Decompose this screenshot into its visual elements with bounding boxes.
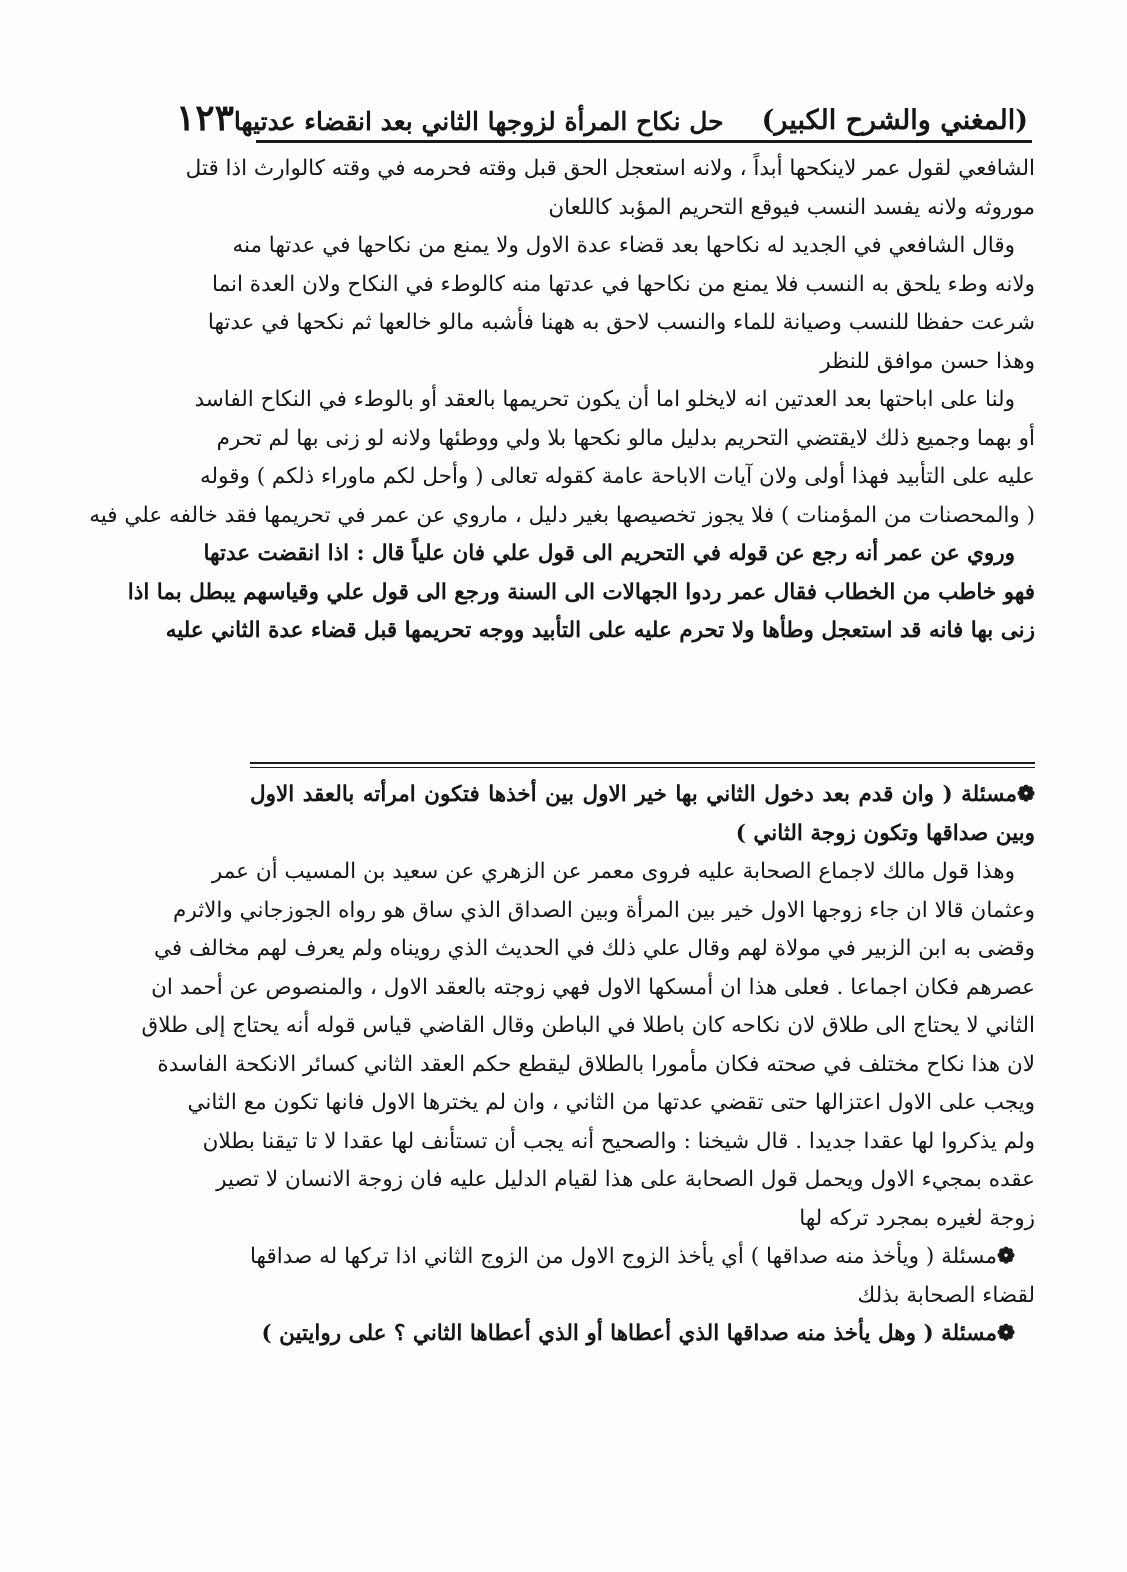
commentary-continuation (89, 150, 1035, 651)
line-text: ولانه وطء يلحق به النسب فلا يمنع من نكاحها في عدتها منه كالوطء في النكاح ولان العدة انما (212, 271, 1035, 297)
line-text: عقده بمجيء الاول ويحمل قول الصحابة على هذا لقيام الدليل عليه فان زوجة الانسان لا تصير (216, 1167, 1035, 1192)
line-text: ولنا على اباحتها بعد العدتين انه لايخلو اما أن يكون تحريمها بالعقد أو بالوطء في النكاح الفاسد (194, 387, 1015, 412)
text-line (207, 304, 1035, 343)
text-line (250, 189, 1035, 228)
line-text: مسئلة ( وهل يأخذ منه صداقها الذي أعطاها أو الذي أعطاها الثاني ؟ على روايتين ) (261, 1321, 997, 1346)
text-line (211, 853, 1035, 892)
line-text: الثاني لا يحتاج الى طلاق لان نكاحه كان باطلا في الباطن وقال القاضي قياس قوله أنه يحتاج إلى طلاق (141, 1013, 1035, 1038)
text-line (250, 343, 1035, 382)
text-line (154, 930, 1035, 969)
line-text: فهو خاطب من الخطاب فقال عمر ردوا الجهالات الى السنة ورجع الى قول علي وقياسهم يبطل بما اذا (127, 579, 1035, 605)
book-title: (المغني والشرح الكبير) (761, 105, 1028, 136)
line-text: زنى بها فانه قد استعجل وطأها ولا تحرم عليه على التأبيد ووجه تحريمها قبل قضاء عدة الثاني عليه (165, 618, 1035, 643)
header-rule (256, 140, 1032, 143)
line-text: وروي عن عمر أنه رجع عن قوله في التحريم الى قول علي فان علياً قال : اذا انقضت عدتها (203, 541, 1015, 566)
flower-ornament-icon: ❁ (996, 1321, 1015, 1346)
text-line (250, 776, 1035, 815)
text-line (151, 969, 1035, 1008)
text-line (141, 1007, 1035, 1046)
line-text: لان هذا نكاح مختلف في صحته فكان مأمورا بالطلاق ليقطع حكم العقد الثاني كسائر الانكحة الفاسدة (157, 1051, 1035, 1077)
chapter-heading: حل نكاح المرأة لزوجها الثاني بعد انقضاء عدتيها (233, 107, 724, 136)
text-line (250, 1277, 1035, 1316)
text-line (216, 420, 1035, 459)
line-text: وهذا قول مالك لاجماع الصحابة عليه فروى معمر عن الزهري عن سعيد بن المسيب أن عمر (211, 859, 1015, 884)
line-text: أو بهما وجميع ذلك لايقتضي التحريم بدليل مالو نكحها بلا ولي ووطئها ولانه لو زنى بها لم تحرم (216, 425, 1035, 451)
line-text: موروثه ولانه يفسد النسب فيوقع التحريم المؤبد كاللعان (548, 194, 1035, 220)
text-line (212, 266, 1035, 305)
text-line (203, 535, 1035, 574)
text-line (89, 497, 1035, 536)
line-text: عصرهم فكان اجماعا . فعلى هذا ان أمسكها الاول فهي زوجته بالعقد الاول ، والمنصوص عن أحمد ان (151, 974, 1035, 1000)
line-text: زوجة لغيره بمجرد تركه لها (799, 1205, 1035, 1231)
text-line (185, 150, 1035, 189)
text-line (202, 1123, 1035, 1162)
line-text: مسئلة ( ويأخذ منه صداقها ) أي يأخذ الزوج الاول من الزوج الثاني اذا تركها له صداقها (250, 1244, 997, 1269)
text-line (250, 1200, 1035, 1239)
text-line (187, 1084, 1035, 1123)
page-number: ١٢٣ (175, 97, 234, 139)
line-text: ( والمحصنات من المؤمنات ) فلا يجوز تخصيصها بغير دليل ، ماروي عن عمر في تحريمها فقد خالفه علي فيه (89, 502, 1035, 528)
text-line (165, 612, 1035, 651)
line-text: الشافعي لقول عمر لاينكحها أبداً ، ولانه استعجل الحق قبل وقته فحرمه في وقته كالوارث اذا قتل (185, 156, 1035, 181)
line-text: ولم يذكروا لها عقدا جديدا . قال شيخنا : والصحيح أنه يجب أن تستأنف لها عقدا لا تا تيقنا بطلان (202, 1128, 1035, 1154)
text-line (173, 892, 1035, 931)
flower-ornament-icon: ❁ (996, 1244, 1015, 1269)
line-text: وعثمان قالا ان جاء زوجها الاول خير بين المرأة وبين الصداق الذي ساق هو رواه الجوزجاني والاثرم (173, 897, 1035, 923)
text-line (194, 381, 1035, 420)
text-line (200, 458, 1035, 497)
masail-section (141, 776, 1035, 1354)
line-text: وهذا حسن موافق للنظر (820, 348, 1035, 374)
section-divider-thin (250, 767, 1035, 768)
running-header (175, 92, 1028, 139)
line-text: وبين صداقها وتكون زوجة الثاني ) (735, 820, 1035, 846)
text-line (157, 1046, 1035, 1085)
text-line (127, 574, 1035, 613)
line-text: ويجب على الاول اعتزالها حتى تقضي عدتها من الثاني ، وان لم يخترها الاول فانها تكون مع الثاني (187, 1090, 1035, 1115)
line-text: لقضاء الصحابة بذلك (857, 1282, 1035, 1308)
line-text: عليه على التأبيد فهذا أولى ولان آيات الاباحة عامة كقوله تعالى ( وأحل لكم ماوراء ذلكم ) وقوله (200, 464, 1035, 489)
line-text: مسئلة ( وان قدم بعد دخول الثاني بها خير الاول بين أخذها فتكون امرأته بالعقد الاول (250, 782, 1017, 807)
flower-ornament-icon: ❁ (1016, 782, 1035, 807)
line-text: شرعت حفظا للنسب وصيانة للماء والنسب لاحق به ههنا فأشبه مالو خالعها ثم نكحها في عدتها (207, 310, 1035, 335)
text-line (232, 227, 1035, 266)
line-text: وقال الشافعي في الجديد له نكاحها بعد قضاء عدة الاول ولا يمنع من نكاحها في عدتها منه (232, 233, 1015, 258)
section-divider (250, 762, 1035, 764)
text-line (250, 1238, 1035, 1277)
text-line (216, 1161, 1035, 1200)
text-line (250, 815, 1035, 854)
line-text: وقضى به ابن الزبير في مولاة لهم وقال علي ذلك في الحديث الذي رويناه ولم يعرف لهم مخالف في (154, 936, 1035, 961)
text-line (250, 1315, 1035, 1354)
